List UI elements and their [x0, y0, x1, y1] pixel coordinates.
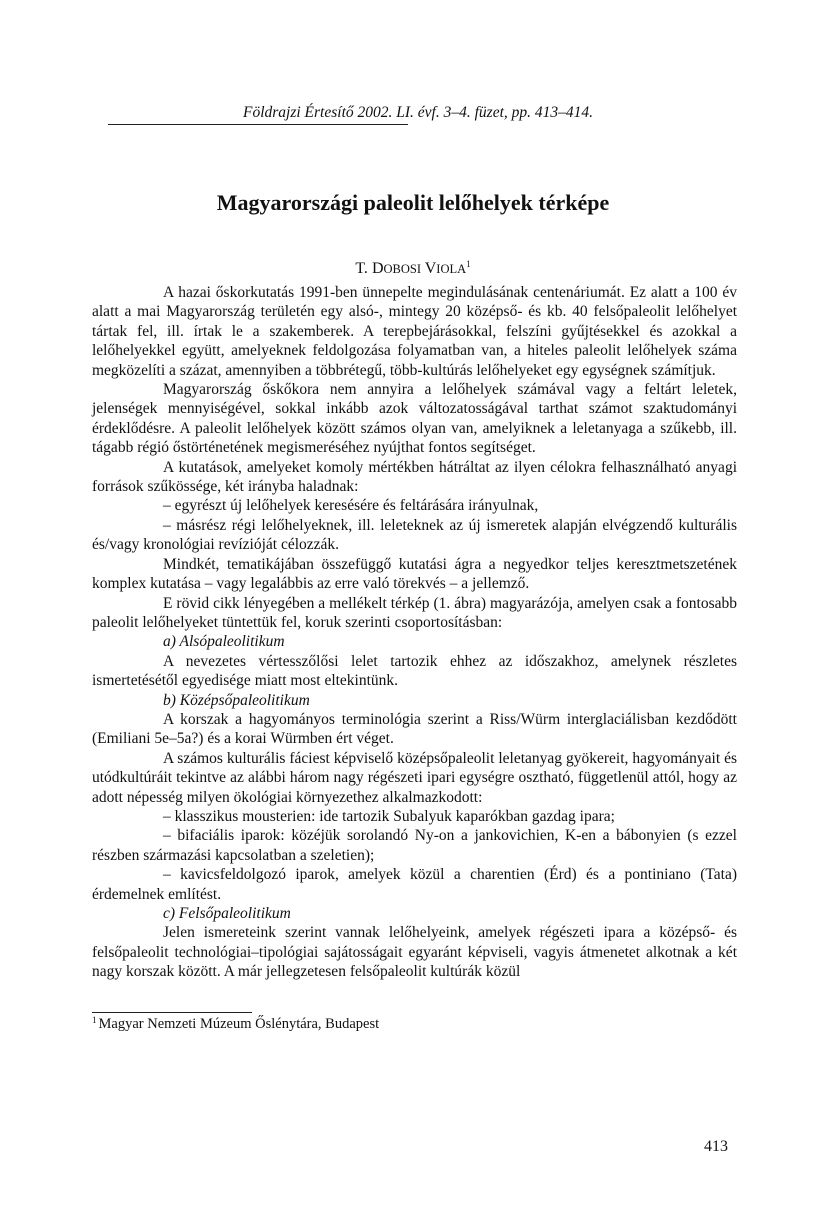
- footnote-mark: 1: [92, 1015, 97, 1025]
- paragraph: A nevezetes vértesszőlősi lelet tartozik ehhez az időszakhoz, amelynek részletes ismertetésétől egyedisége miatt most eltekintünk.: [92, 652, 737, 690]
- list-item: – kavicsfeldolgozó iparok, amelyek közül a charentien (Érd) és a pontiniano (Tata) érdemelnek említést.: [92, 866, 737, 903]
- paragraph: Magyarország őskőkora nem annyira a lelőhelyek számával vagy a feltárt leletek, jelenségek mennyiségével, sokkal inkább azok változatosságával tarthat számot szaktudományi érdeklődésre. A paleolit lelőhelyek között számos olyan van, amelyiknek a leletanyaga a szűkebb, ill. tágabb régió őstörténetének megismeréséhez nyújthat fontos segítséget.: [92, 381, 737, 457]
- author-last-initial: D: [371, 260, 384, 277]
- paragraph: Mindkét, tematikájában összefüggő kutatási ágra a negyedkor teljes keresztmetszetének komplex kutatása – vagy legalábbis az erre való törekvés – a jellemző.: [92, 555, 737, 593]
- page-number: 413: [704, 1138, 728, 1155]
- article-title: Magyarországi paleolit lelőhelyek térképe: [216, 190, 610, 215]
- list-item: – klasszikus mousterien: ide tartozik Subalyuk kaparókban gazdag ipara;: [163, 807, 615, 825]
- author-last-rest: OBOSI: [383, 262, 422, 276]
- section-heading: a) Alsópaleolitikum: [163, 633, 285, 651]
- author-name: [0, 259, 826, 278]
- list-item: – bifaciális iparok: közéjük sorolandó Ny-on a jankovichien, K-en a bábonyien (s ezzel részben származási kapcsolatban a szeletien);: [92, 827, 737, 864]
- footnote: [92, 1015, 379, 1033]
- paragraph: E rövid cikk lényegében a mellékelt térkép (1. ábra) magyarázója, amelyen csak a fontosabb paleolit lelőhelyeket tüntettük fel, koruk szerinti csoportosításban:: [92, 594, 737, 631]
- header-rule: [108, 124, 408, 125]
- section-heading: b) Középsőpaleolitikum: [163, 691, 310, 709]
- paragraph: A hazai őskorkutatás 1991-ben ünnepelte megindulásának centenáriumát. Ez alatt a 100 év alatt a mai Magyarország területén egy alsó-, mintegy 20 középső- és kb. 40 felsőpaleolit lelőhelyet tártak fel, ill. írtak le a szakemberek. A terepbejárásokkal, felszíni gyűjtésekkel és azokkal a lelőhelyekkel együtt, amelyeknek feldolgozása folyamatban van, a hiteles paleolit lelőhelyek száma megközelíti a százat, amennyiben a többrétegű, több-kultúrás lelőhelyeket egy egységnek számítjuk.: [92, 284, 737, 379]
- author-initial: T.: [355, 260, 372, 277]
- paragraph: A kutatások, amelyeket komoly mértékben hátráltat az ilyen célokra felhasználható anyagi források szűkössége, két irányba haladnak:: [92, 458, 737, 496]
- list-item: – másrész régi lelőhelyeknek, ill. leleteknek az új ismeretek alapján elvégzendő kulturális és/vagy kronológiai revízióját célozzák.: [92, 516, 737, 554]
- paragraph: Jelen ismereteink szerint vannak lelőhelyeink, amelyek régészeti ipara a középső- és felsőpaleolit technológiai–tipológiai sajátosságait egyaránt képviseli, vagyis átmenetet alkotnak a két nagy korszak között. A már jellegzetesen felsőpaleolit kultúrák közül: [92, 924, 737, 981]
- footnote-text: Magyar Nemzeti Múzeum Őslénytára, Budapest: [98, 1016, 380, 1032]
- paragraph: A számos kulturális fáciest képviselő középsőpaleolit leletanyag gyökereit, hagyományait és utódkultúráit tekintve az alábbi három nagy régészeti ipari egységre osztható, függetlenül attól, hogy az adott népesség milyen ökológiai környezethez alkalmazkodott:: [92, 749, 737, 806]
- author-first-initial: V: [424, 260, 437, 277]
- paragraph: A korszak a hagyományos terminológia szerint a Riss/Würm interglaciálisban kezdődött (Emiliani 5e–5a?) és a korai Würmben ért véget.: [92, 710, 737, 748]
- author-footnote-mark: 1: [466, 259, 471, 269]
- footnote-rule: [92, 1012, 252, 1013]
- section-heading: c) Felsőpaleolitikum: [163, 905, 291, 922]
- list-item: – egyrészt új lelőhelyek keresésére és feltárására irányulnak,: [163, 497, 539, 515]
- author-first-rest: IOLA: [436, 262, 467, 276]
- article-body: [92, 283, 737, 982]
- journal-header: Földrajzi Értesítő 2002. LI. évf. 3–4. füzet, pp. 413–414.: [242, 104, 594, 121]
